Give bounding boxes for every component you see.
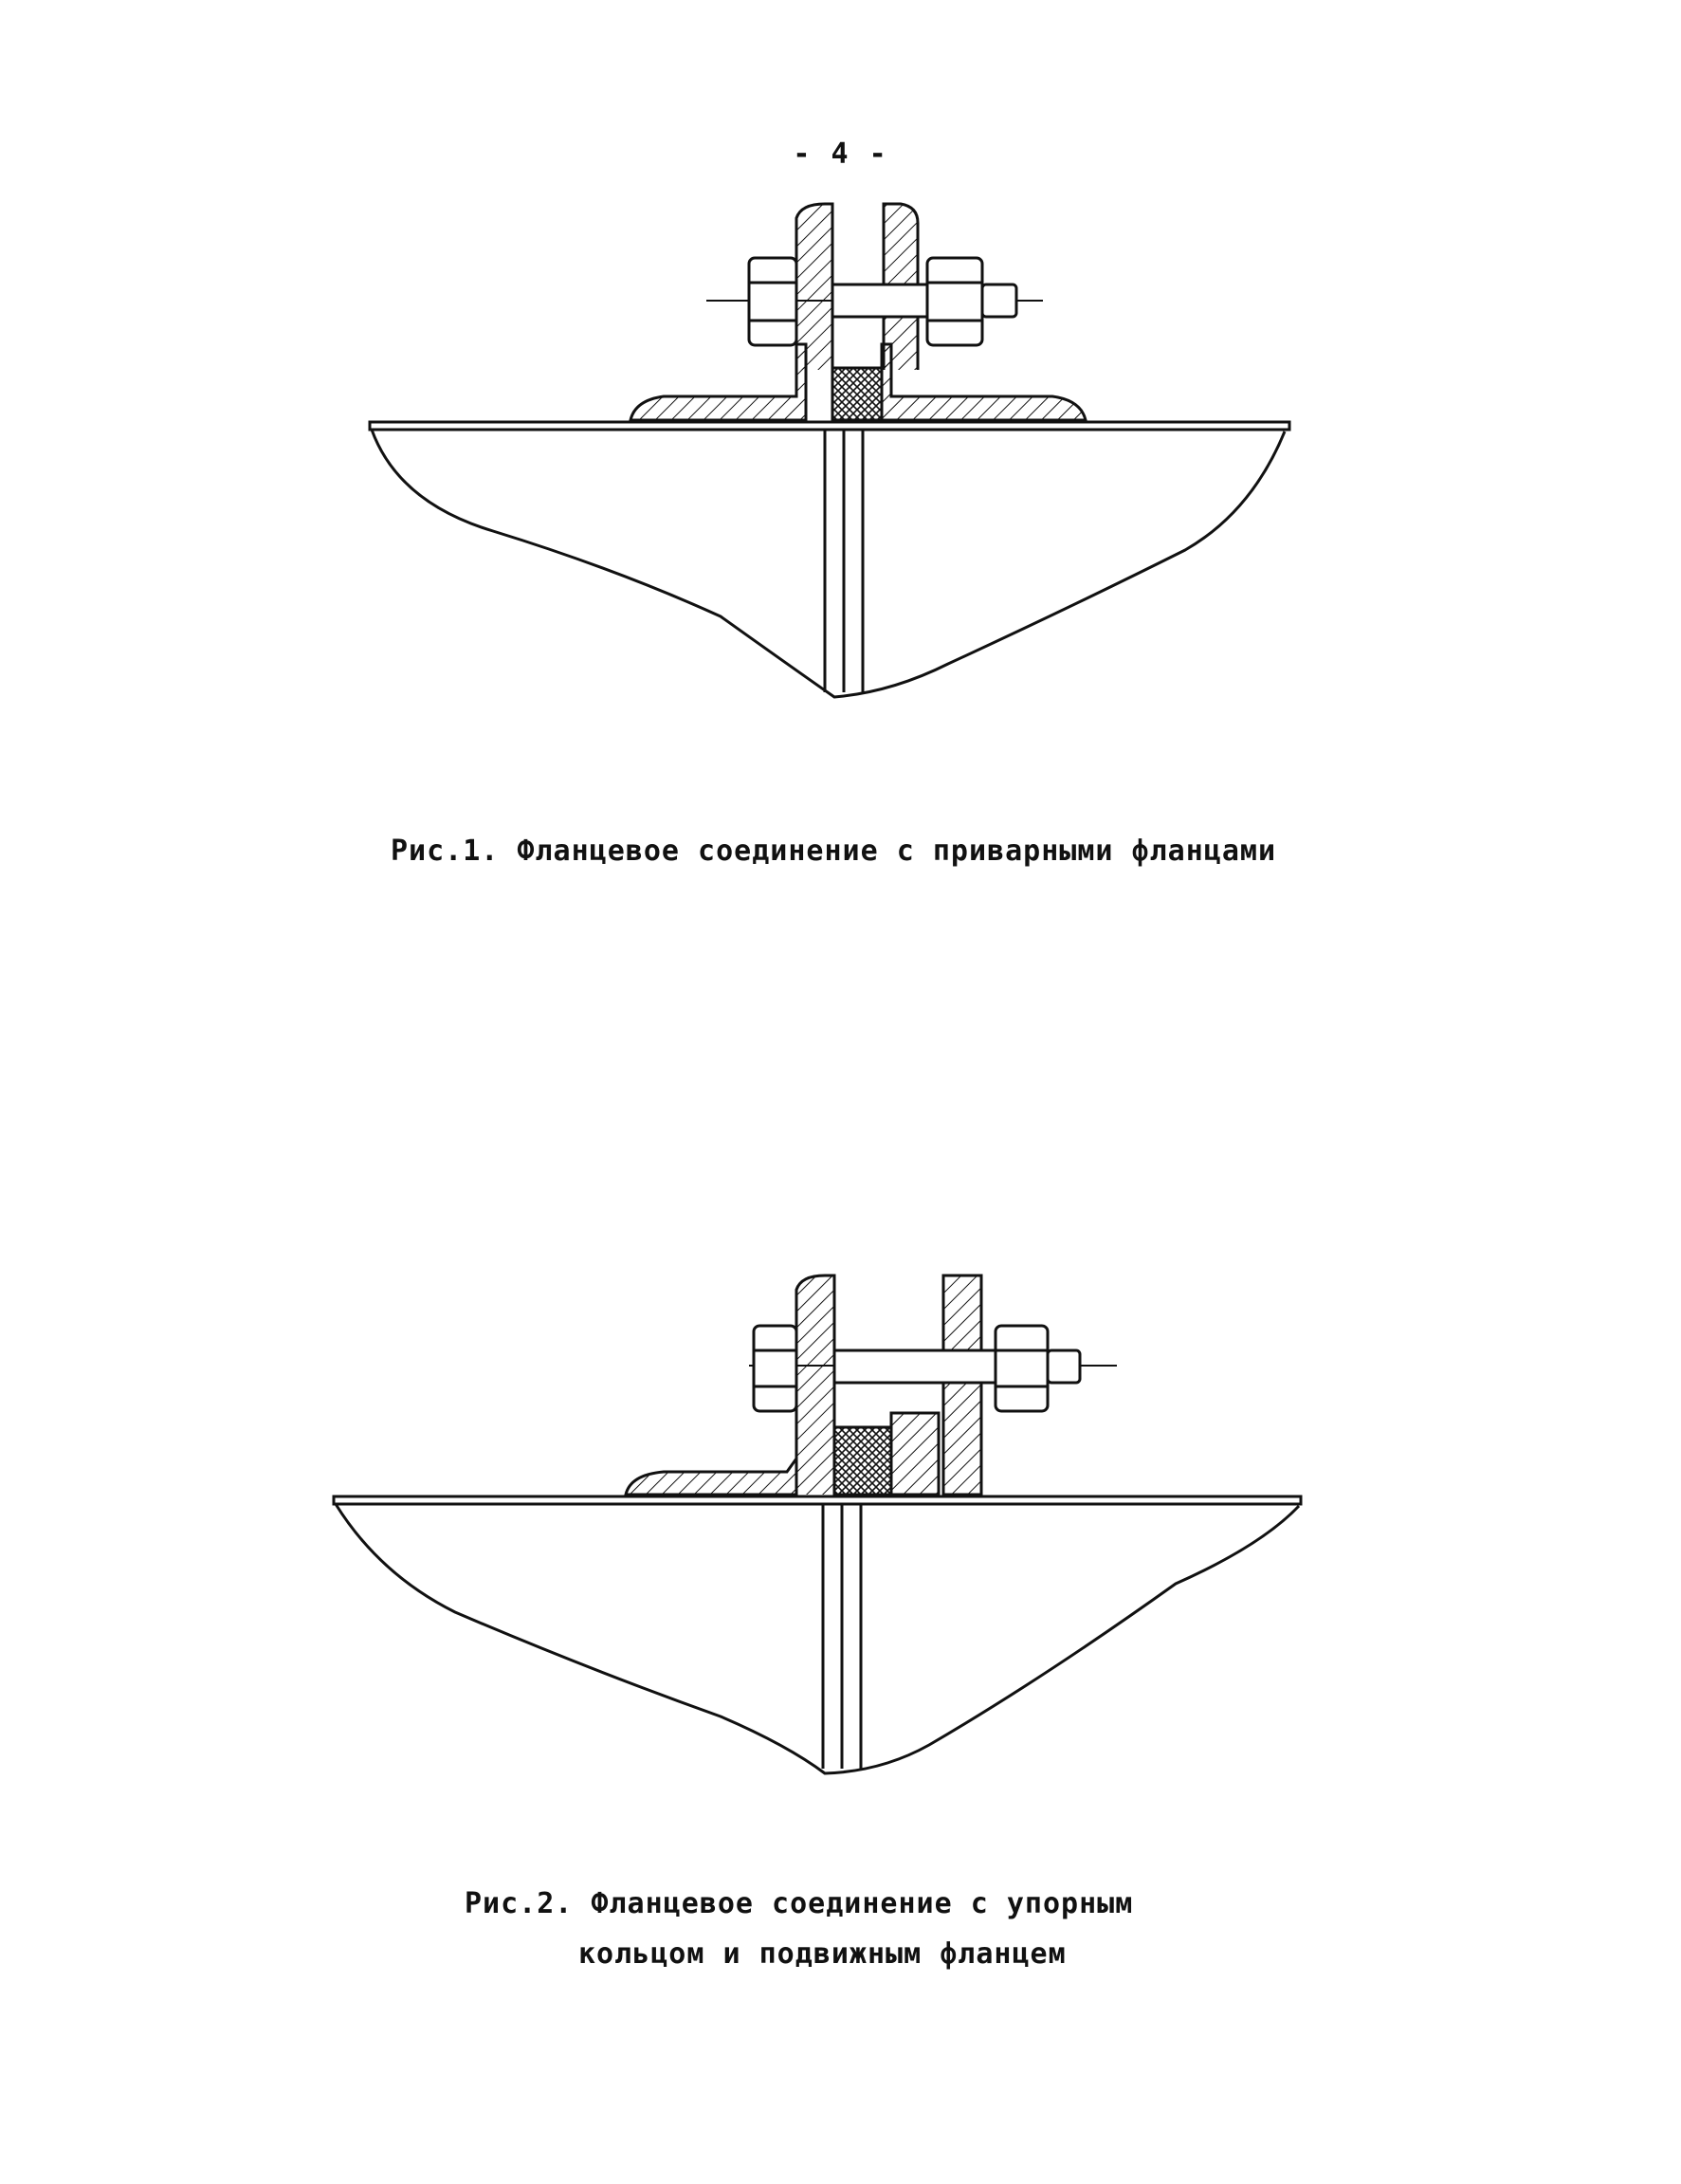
figure-1-caption: Рис.1. Фланцевое соединение с приварными фланцами xyxy=(391,835,1277,868)
figure-2-caption-line-2: кольцом и подвижным фланцем xyxy=(578,1937,1067,1971)
figure-2-drawing xyxy=(0,1271,1681,1802)
figure-2-caption-line-1: Рис.2. Фланцевое соединение с упорным xyxy=(465,1887,1134,1920)
figure-1-drawing xyxy=(0,190,1681,730)
page-number: - 4 - xyxy=(793,138,888,171)
